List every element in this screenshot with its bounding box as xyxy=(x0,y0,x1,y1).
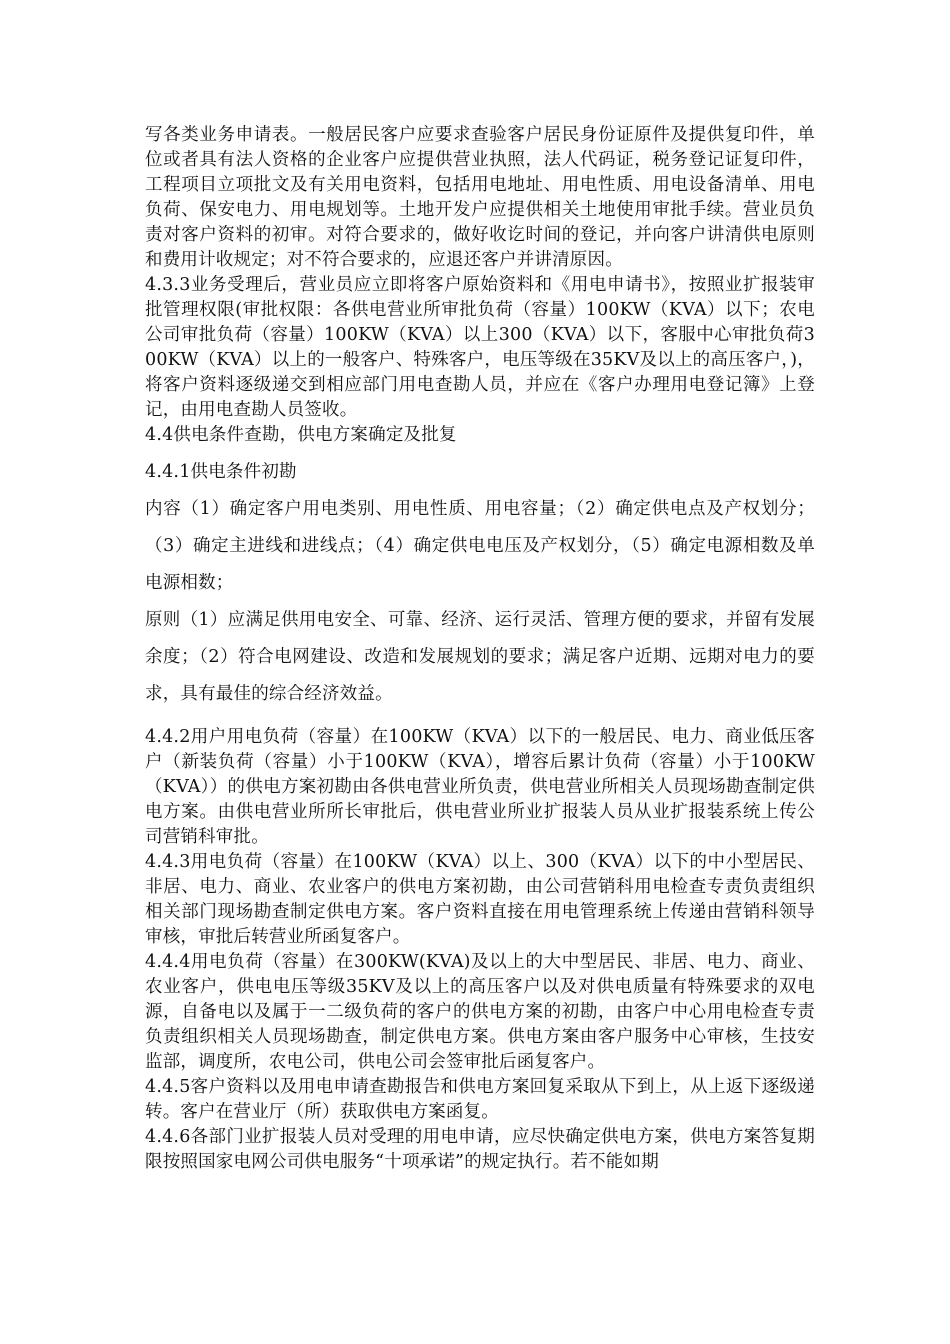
heading-4-4: 4.4供电条件查勘，供电方案确定及批复 xyxy=(145,425,457,445)
paragraph-4-4-6: 4.4.6各部门业扩报装人员对受理的用电申请，应尽快确定供电方案，供电方案答复期限按照国家电网公司供电服务“十项承诺”的规定执行。若不能如期 xyxy=(145,1127,815,1172)
paragraph-4-3-3: 4.3.3业务受理后，营业员应立即将客户原始资料和《用电申请书》，按照业扩报装审批管理权限(审批权限：各供电营业所审批负荷（容量）100KW（KVA）以下；农电公司审批负荷（容量）100KW（KVA）以上300（KVA）以下，客服中心审批负荷300KW（KVA）以上的一般客户、特殊客户，电压等级在35KV及以上的高压客户，)，将客户资料逐级递交到相应部门用电查勘人员，并应在《客户办理用电登记簿》上登记，由用电查勘人员签收。 xyxy=(145,275,815,420)
paragraph-application-materials: 写各类业务申请表。一般居民客户应要求查验客户居民身份证原件及提供复印件，单位或者具有法人资格的企业客户应提供营业执照，法人代码证，税务登记证复印件，工程项目立项批文及有关用电资料，包括用电地址、用电性质、用电设备清单、用电负荷、保安电力、用电规划等。土地开发户应提供相关土地使用审批手续。营业员负责对客户资料的初审。对符合要求的，做好收讫时间的登记，并向客户讲清供电原则和费用计收规定；对不符合要求的，应退还客户并讲清原因。 xyxy=(145,125,815,270)
paragraph-4-4-4: 4.4.4用电负荷（容量）在300KW(KVA)及以上的大中型居民、非居、电力、商业、农业客户，供电电压等级35KV及以上的高压客户以及对供电质量有特殊要求的双电源，自备电以及属于一二级负荷的客户的供电方案的初勘，由客户中心用电检查专责负责组织相关人员现场勘查，制定供电方案。供电方案由客户服务中心审核，生技安监部，调度所，农电公司，供电公司会签审批后函复客户。 xyxy=(145,952,815,1072)
paragraph-content: 内容（1）确定客户用电类别、用电性质、用电容量；（2）确定供电点及产权划分；（3）确定主进线和进线点；（4）确定供电电压及产权划分，（5）确定电源相数及单电源相数； xyxy=(145,499,815,593)
paragraph-4-4-2: 4.4.2用户用电负荷（容量）在100KW（KVA）以下的一般居民、电力、商业低压客户（新装负荷（容量）小于100KW（KVA），增容后累计负荷（容量）小于100KW（KVA））的供电方案初勘由各供电营业所负责，供电营业所相关人员现场勘查制定供电方案。由供电营业所所长审批后，供电营业所业扩报装人员从业扩报装系统上传公司营销科审批。 xyxy=(145,727,815,847)
paragraph-4-4-5: 4.4.5客户资料以及用电申请查勘报告和供电方案回复采取从下到上，从上返下逐级递转。客户在营业厅（所）获取供电方案函复。 xyxy=(145,1077,815,1122)
document-page xyxy=(145,123,815,1175)
paragraph-principle: 原则（1）应满足供用电安全、可靠、经济、运行灵活、管理方便的要求，并留有发展余度；（2）符合电网建设、改造和发展规划的要求；满足客户近期、远期对电力的要求，具有最佳的综合经济效益。 xyxy=(145,610,815,704)
paragraph-4-4-3: 4.4.3用电负荷（容量）在100KW（KVA）以上、300（KVA）以下的中小型居民、非居、电力、商业、农业客户的供电方案初勘，由公司营销科用电检查专责负责组织相关部门现场勘查制定供电方案。客户资料直接在用电管理系统上传递由营销科领导审核，审批后转营业所函复客户。 xyxy=(145,852,815,947)
heading-4-4-1: 4.4.1供电条件初勘 xyxy=(145,462,297,482)
